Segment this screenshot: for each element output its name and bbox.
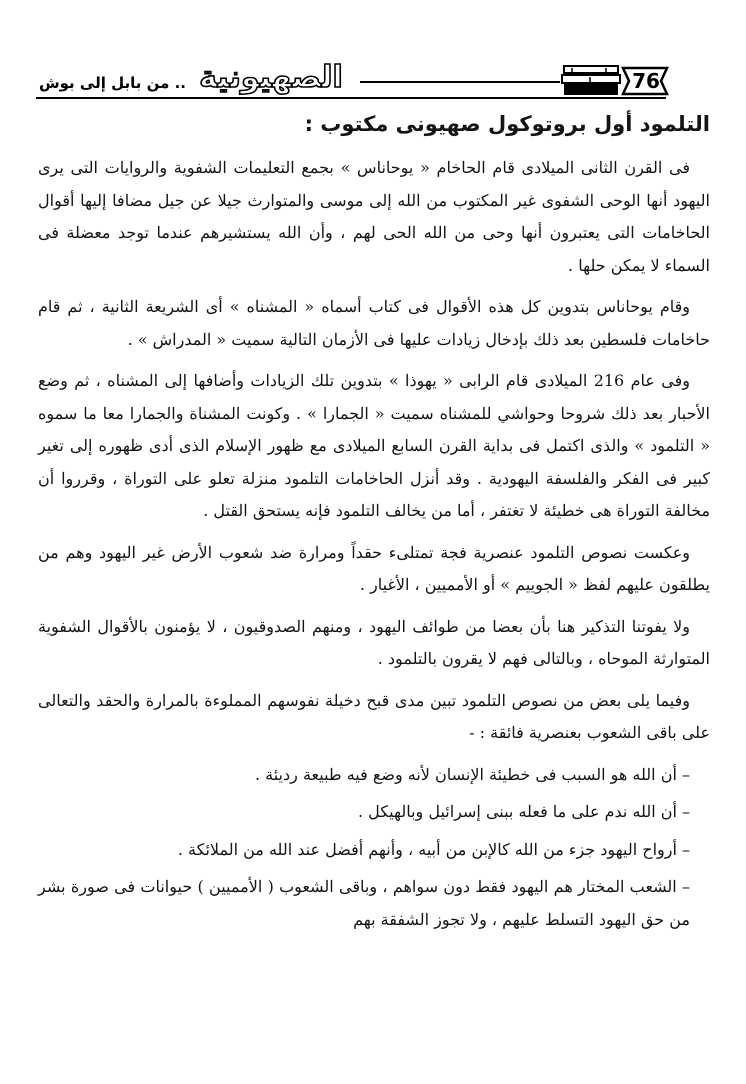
paragraph: وفى عام 216 الميلادى قام الرابى « يهوذا » بتدوين تلك الزيادات وأضافها إلى المشناه ، ثم وضع الأحبار بعد ذلك شروحا وحواشي للمشناه سميت « الجمارا » . وكونت المشناة والجمارا معا ما سموه « التلمود » والذى اكتمل فى بداية القرن السابع الميلادى مع ظهور الإسلام الذى أدى ظهوره إلى تغير كبير فى الفكر والفلسفة اليهودية . وقد أنزل الحاخامات التلمود منزلة تعلو على التوراة ، وقرروا أن مخالفة التوراة هى خطيئة لا تغتفر ، أما من يخالف التلمود فإنه يستحق القتل .: [38, 371, 711, 520]
paragraph: وقام يوحاناس بتدوين كل هذه الأقوال فى كتاب أسماه « المشناه » أى الشريعة الثانية ، ثم قام حاخامات فلسطين بعد ذلك بإدخال زيادات عليها فى الأزمان التالية سميت « المدراش » .: [38, 297, 710, 349]
book-subtitle: .. من بابل إلى بوش: [38, 74, 186, 92]
header-rule-middle: [360, 81, 560, 83]
list-item: – الشعب المختار هم اليهود فقط دون سواهم ، وباقى الشعوب ( الأمميين ) حيوانات فى صورة بشر من حق اليهود التسلط عليهم ، ولا تجوز الشفقة بهم: [38, 877, 690, 929]
paragraph: ولا يفوتنا التذكير هنا بأن بعضا من طوائف اليهود ، ومنهم الصدوقيون ، لا يؤمنون بالأقوال الشفوية المتوارثة الموحاه ، وبالتالى فهم لا يقرون بالتلمود .: [38, 616, 710, 668]
paragraph: وفيما يلى بعض من نصوص التلمود تبين مدى قبح دخيلة نفوسهم المملوءة بالمرارة والحقد والتعالى على باقى الشعوب بعنصرية فائقة : -: [38, 690, 710, 742]
book-title-logo: الصهيونية: [199, 60, 343, 95]
paragraph: وعكست نصوص التلمود عنصرية فجة تمتلىء حقداً ومرارة ضد شعوب الأرض غير اليهود وهم من يطلقون عليهم لفظ « الجوييم » أو الأمميين ، الأغيار .: [38, 542, 710, 594]
section-heading: التلمود أول بروتوكول صهيونى مكتوب :: [304, 112, 710, 136]
page-body: [38, 108, 710, 941]
list-item: – أن الله ندم على ما فعله ببنى إسرائيل وبالهيكل .: [357, 802, 690, 821]
paragraph: فى القرن الثانى الميلادى قام الحاخام « يوحاناس » بجمع التعليمات الشفوية والروايات التى يرى اليهود أنها الوحى الشفوى غير المكتوب من الله إلى موسى والمتوارث جيلا عن جيل مضافا إليها أقوال الحاخامات التى يعتبرون أنها وحى من الله الحى لهم ، وأن الله يستشيرهم عندما توجد معضلة فى السماء لا يمكن حلها .: [38, 158, 710, 275]
list-item: – أن الله هو السبب فى خطيئة الإنسان لأنه وضع فيه طبيعة رديئة .: [254, 764, 690, 784]
header-rule: [36, 97, 666, 99]
books-icon: [560, 62, 622, 98]
page-number: 76: [632, 69, 660, 93]
list-item: – أرواح اليهود جزء من الله كالإبن من أبيه ، وأنهم أفضل عند الله من الملائكة .: [177, 839, 690, 859]
running-header: [0, 0, 746, 105]
